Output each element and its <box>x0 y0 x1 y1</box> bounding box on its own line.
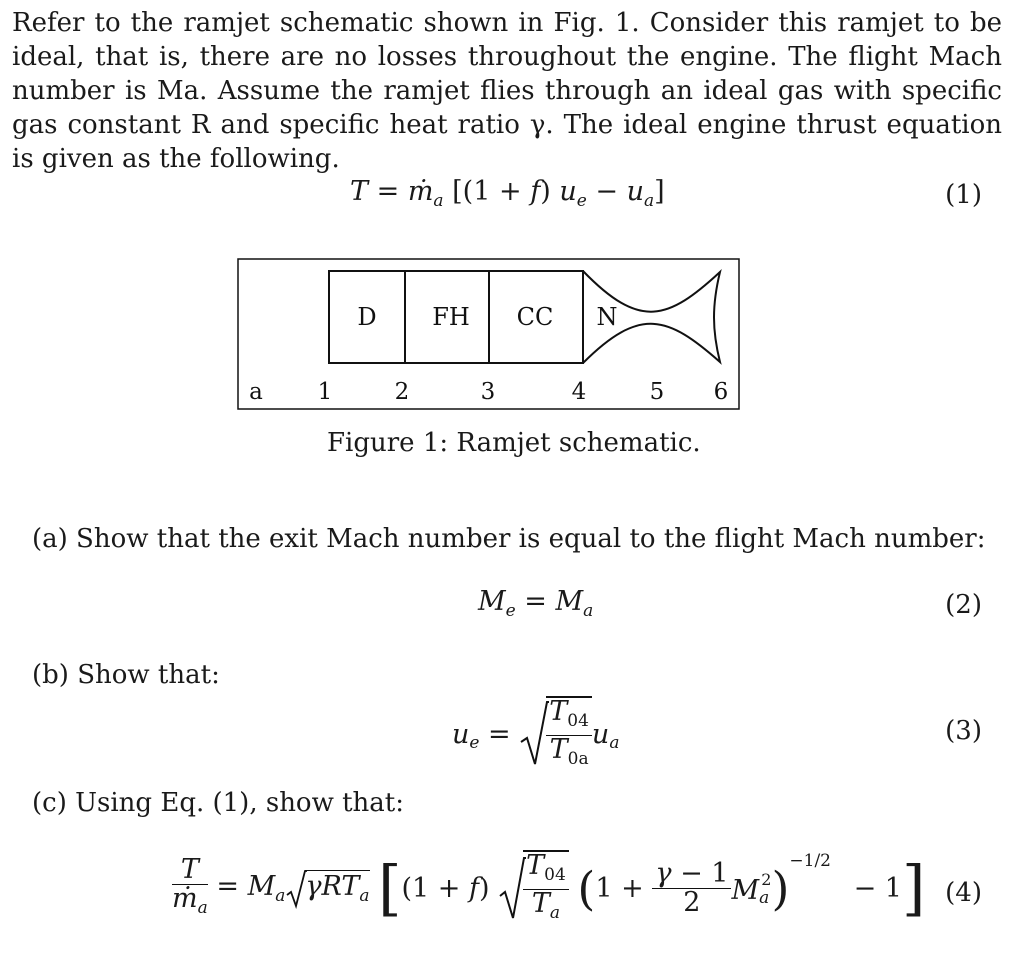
station-label: 1 <box>317 379 333 405</box>
sqrt-sign <box>519 700 549 770</box>
station-label: a <box>249 379 263 405</box>
equation-4-number: (4) <box>945 878 982 908</box>
equation-3-number: (3) <box>945 716 982 746</box>
equation-1-number: (1) <box>945 180 982 210</box>
section-label-d: D <box>357 303 377 331</box>
section-label-cc: CC <box>516 303 554 331</box>
equation-3: $u_e$ = $\frac{T_{04}}{T_{0a}}$ $u_a$ <box>452 696 619 773</box>
part-c-text: (c) Using Eq. (1), show that: <box>32 788 405 818</box>
part-a-text: (a) Show that the exit Mach number is equal to the flight Mach number: <box>32 524 986 554</box>
ramjet-schematic <box>0 0 1024 430</box>
equation-2-number: (2) <box>945 590 982 620</box>
equation-4: $\frac{T}{ṁ_a}$ = $M_a$ γRT$_a$ [(1 + f) $\frac{T_{04}}{T_a}$ (1 + $\frac{\gamma - 1}{2}$ $M_a^2)^{-1/2} - 1$] <box>172 850 925 927</box>
section-label-fh: FH <box>432 303 470 331</box>
equation-2: $M_e = M_a$ <box>478 586 594 621</box>
equation-1: T = ṁ$_a$ [(1 + f) $u_e - u_a$] <box>350 176 665 211</box>
station-label: 4 <box>571 379 587 405</box>
sqrt-sign <box>498 856 526 922</box>
station-label: 3 <box>480 379 496 405</box>
station-label: 2 <box>394 379 410 405</box>
station-label: 6 <box>713 379 729 405</box>
part-b-text: (b) Show that: <box>32 660 220 690</box>
figure-caption: Figure 1: Ramjet schematic. <box>327 428 701 458</box>
intro-paragraph: Refer to the ramjet schematic shown in Fig. 1. Consider this ramjet to be ideal, that is, there are no losses throughout the engine. The flight Mach number is Ma. Assume the ramjet flies through an ideal gas with specific gas constant R and specific heat ratio γ. The ideal engine thrust equation is given as the following. <box>12 8 1002 174</box>
section-label-n: N <box>596 303 618 331</box>
station-label: 5 <box>649 379 665 405</box>
